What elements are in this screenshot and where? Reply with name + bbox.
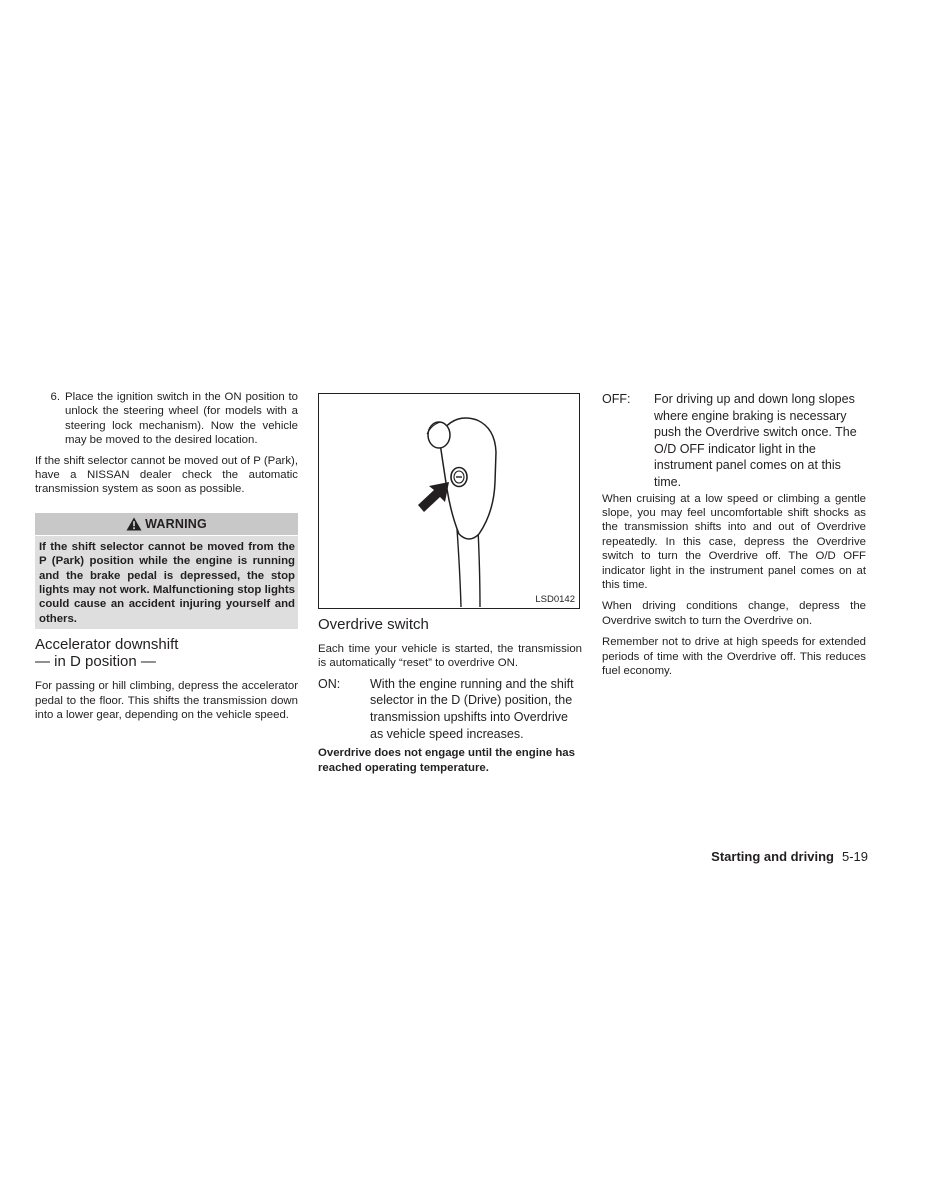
heading-line-2: — in D position — (35, 653, 156, 671)
downshift-paragraph: For passing or hill climbing, depress the accelerator pedal to the floor. This shifts the transmission down into a lower gear, depending on the vehicle speed. (35, 680, 298, 722)
step-6 (35, 390, 298, 448)
conditions-paragraph: When driving conditions change, depress the Overdrive switch to turn the Overdrive on. (602, 600, 866, 627)
page-number: 5-19 (841, 849, 868, 864)
off-definition (602, 391, 866, 491)
section-heading-overdrive: Overdrive switch (318, 616, 429, 633)
heading-line-1: Accelerator downshift (35, 636, 179, 654)
section-heading-downshift (35, 636, 298, 670)
on-text: With the engine running and the shift selector in the D (Drive) position, the transmission upshifts into Overdrive as vehicle speed increases. (370, 676, 574, 741)
cruising-paragraph: When cruising at a low speed or climbing a gentle slope, you may feel uncomfortable shift shocks as the transmission shifts into and out of Overdrive repeatedly. In this case, depress the Overdrive switch to turn the Overdrive off. The O/D OFF indicator light in the instrument panel comes on at this time. (602, 492, 866, 591)
figure-label: LSD0142 (535, 594, 575, 605)
warning-text: If the shift selector cannot be moved from the P (Park) position while the engine is running and the brake pedal is depressed, the stop lights may not work. Malfunctioning stop lights could cause an accident injuring yourself and others. (35, 536, 298, 629)
step-number: 6. (50, 391, 60, 403)
remember-paragraph: Remember not to drive at high speeds for extended periods of time with the Overdrive off. This reduces fuel economy. (602, 636, 866, 678)
right-column (602, 390, 866, 678)
left-column (35, 390, 298, 723)
warning-triangle-icon (126, 517, 142, 531)
footer-section-title: Starting and driving (711, 849, 834, 864)
off-text: For driving up and down long slopes where engine braking is necessary push the Overdrive switch once. The O/D OFF indicator light in the instrument panel comes on at this time. (654, 392, 857, 489)
overdrive-note: Overdrive does not engage until the engine has reached operating temperature. (318, 747, 575, 774)
on-definition (318, 676, 582, 742)
off-label: OFF: (602, 392, 631, 406)
reset-paragraph: Each time your vehicle is started, the transmission is automatically “reset” to overdrive ON. (318, 643, 582, 670)
warning-title: WARNING (145, 516, 207, 531)
middle-column (318, 393, 582, 775)
arrow-icon (418, 482, 449, 512)
warning-header (35, 513, 298, 535)
page-footer (690, 849, 868, 864)
shift-knob-illustration (319, 394, 579, 608)
on-label: ON: (318, 676, 341, 691)
park-paragraph: If the shift selector cannot be moved out of P (Park), have a NISSAN dealer check the automatic transmission system as soon as possible. (35, 454, 298, 496)
step-text: Place the ignition switch in the ON position to unlock the steering wheel (for models with a steering lock mechanism). Now the vehicle may be moved to the desired location. (65, 391, 298, 447)
shift-selector-figure (318, 393, 580, 609)
